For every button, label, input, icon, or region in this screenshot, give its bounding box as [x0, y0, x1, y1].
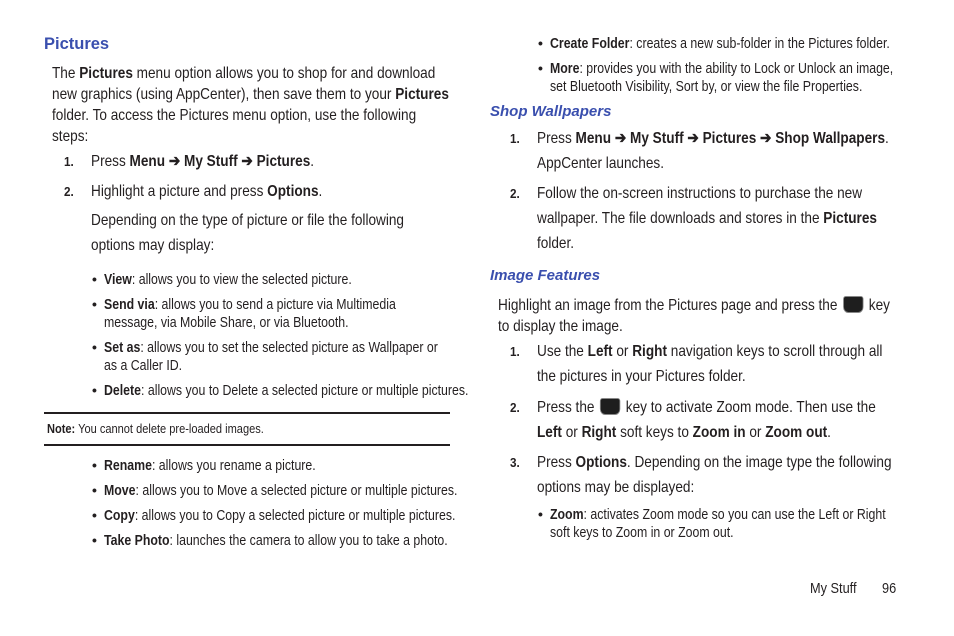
- bold-text: Left: [537, 424, 562, 441]
- text: You cannot delete pre-loaded images.: [75, 421, 264, 436]
- text: .: [827, 424, 831, 441]
- bullet-icon: •: [538, 35, 543, 51]
- text: or: [745, 424, 766, 441]
- text: Press: [537, 130, 576, 147]
- bold-text: Menu ➔ My Stuff ➔ Pictures: [129, 153, 311, 170]
- text: or: [612, 343, 633, 360]
- step-number: 1.: [510, 131, 520, 146]
- bold-text: Right: [632, 343, 667, 360]
- bold-text: Left: [587, 343, 613, 360]
- step-number: 1.: [64, 154, 74, 169]
- bold-text: Zoom in: [692, 424, 746, 441]
- text: . AppCenter launches.: [537, 130, 889, 172]
- bold-text: Send via: [104, 297, 155, 313]
- bold-text: Menu ➔ My Stuff ➔ Pictures ➔ Shop Wallpapers: [575, 130, 886, 147]
- text: The: [52, 65, 80, 82]
- bold-text: Pictures: [823, 210, 877, 227]
- step-text: [91, 151, 448, 172]
- text: Press: [91, 153, 130, 170]
- text: : allows you to set the selected picture as Wallpaper or as a Caller ID.: [104, 340, 438, 374]
- step-number: 2.: [510, 186, 520, 201]
- bullet-icon: •: [92, 382, 97, 398]
- bold-text: Zoom: [550, 507, 584, 523]
- bold-text: Copy: [104, 508, 135, 524]
- note-rule-bottom: [44, 444, 450, 446]
- note-text: [47, 421, 438, 437]
- text: : allows you to Copy a selected picture or multiple pictures.: [134, 508, 456, 524]
- bold-text: Delete: [104, 383, 142, 399]
- text: .: [318, 183, 323, 200]
- bullet-item: [104, 339, 453, 375]
- bullet-icon: •: [538, 60, 543, 76]
- text: folder.: [537, 235, 575, 252]
- text: . Depending on the image type the following options may be displayed:: [537, 454, 892, 496]
- step-text: [537, 181, 886, 256]
- bold-text: Create Folder: [550, 36, 630, 52]
- text: : launches the camera to allow you to take a photo.: [169, 533, 448, 549]
- text: : activates Zoom mode so you can use the Left or Right soft keys to Zoom in or Zoom out.: [550, 507, 886, 541]
- depending-text: [91, 208, 431, 258]
- text: : creates a new sub-folder in the Pictures folder.: [629, 36, 890, 52]
- bold-text: Pictures: [79, 65, 133, 82]
- footer-section: My Stuff: [810, 580, 857, 597]
- section-heading-pictures: Pictures: [44, 35, 110, 53]
- key-icon: [843, 296, 863, 313]
- text: navigation keys to scroll through all the pictures in your Pictures folder.: [537, 343, 883, 385]
- bullet-icon: •: [92, 339, 97, 355]
- bullet-item: [550, 506, 899, 542]
- bold-text: Set as: [104, 340, 141, 356]
- text: : allows you rename a picture.: [151, 458, 316, 474]
- bullet-item: [104, 532, 470, 550]
- section-heading-image-features: Image Features: [490, 267, 601, 284]
- bold-text: Options: [267, 183, 319, 200]
- step-text: [537, 339, 894, 389]
- text: : allows you to view the selected picture.: [131, 272, 352, 288]
- step-number: 3.: [510, 455, 520, 470]
- bullet-item: [550, 35, 916, 53]
- bold-text: Options: [575, 454, 627, 471]
- bullet-item: [104, 271, 448, 289]
- bold-text: Pictures: [395, 86, 449, 103]
- bullet-item: [550, 60, 899, 96]
- bold-text: More: [550, 61, 580, 77]
- page-number: 96: [882, 580, 897, 597]
- step-text: [537, 450, 894, 500]
- bullet-icon: •: [92, 482, 97, 498]
- text: : provides you with the ability to Lock or Unlock an image, set Bluetooth Visibility, Sort by, or view the file Properties.: [550, 61, 894, 95]
- note-rule-top: [44, 412, 450, 414]
- bullet-item: [104, 507, 470, 525]
- intro-paragraph: [52, 63, 452, 147]
- bullet-item: [104, 296, 453, 332]
- section-heading-shop-wallpapers: Shop Wallpapers: [490, 103, 612, 120]
- bold-text: Move: [104, 483, 136, 499]
- text: : allows you to Move a selected picture or multiple pictures.: [135, 483, 458, 499]
- step-number: 1.: [510, 344, 520, 359]
- bullet-item: [104, 382, 470, 400]
- text: folder. To access the Pictures menu option, use the following steps:: [52, 107, 417, 145]
- bullet-icon: •: [538, 506, 543, 522]
- text: Press: [537, 454, 576, 471]
- step-text: [537, 395, 894, 445]
- step-text: [91, 181, 448, 202]
- text: : allows you to send a picture via Multimedia message, via Mobile Share, or via Bluetooth.: [104, 297, 396, 331]
- step-number: 2.: [510, 400, 520, 415]
- text: soft keys to: [616, 424, 693, 441]
- bold-text: Right: [581, 424, 617, 441]
- bullet-icon: •: [92, 507, 97, 523]
- bullet-item: [104, 457, 470, 475]
- text: Depending on the type of picture or file the following options may display:: [91, 212, 404, 254]
- bold-text: Zoom out: [765, 424, 828, 441]
- text: : allows you to Delete a selected picture or multiple pictures.: [141, 383, 469, 399]
- key-icon: [600, 398, 620, 415]
- text: Use the: [537, 343, 588, 360]
- text: menu option allows you to shop for and download new graphics (using AppCenter), then save them to your: [52, 65, 436, 103]
- bullet-icon: •: [92, 271, 97, 287]
- bold-text: Take Photo: [104, 533, 170, 549]
- text: or: [561, 424, 582, 441]
- step-number: 2.: [64, 184, 74, 199]
- image-intro: [498, 295, 898, 337]
- bold-text: Note:: [47, 421, 76, 436]
- text: Follow the on-screen instructions to purchase the new wallpaper. The file downloads and stores in the: [537, 185, 863, 227]
- text: Highlight an image from the Pictures page and press the: [498, 297, 842, 314]
- text: key to activate Zoom mode. Then use the: [622, 399, 876, 416]
- bold-text: Rename: [104, 458, 152, 474]
- text: key to display the image.: [498, 297, 890, 335]
- text: Press the: [537, 399, 599, 416]
- bold-text: View: [104, 272, 132, 288]
- bullet-icon: •: [92, 457, 97, 473]
- step-text: [537, 126, 898, 176]
- bullet-item: [104, 482, 470, 500]
- bullet-icon: •: [92, 532, 97, 548]
- text: .: [310, 153, 315, 170]
- text: Highlight a picture and press: [91, 183, 268, 200]
- bullet-icon: •: [92, 296, 97, 312]
